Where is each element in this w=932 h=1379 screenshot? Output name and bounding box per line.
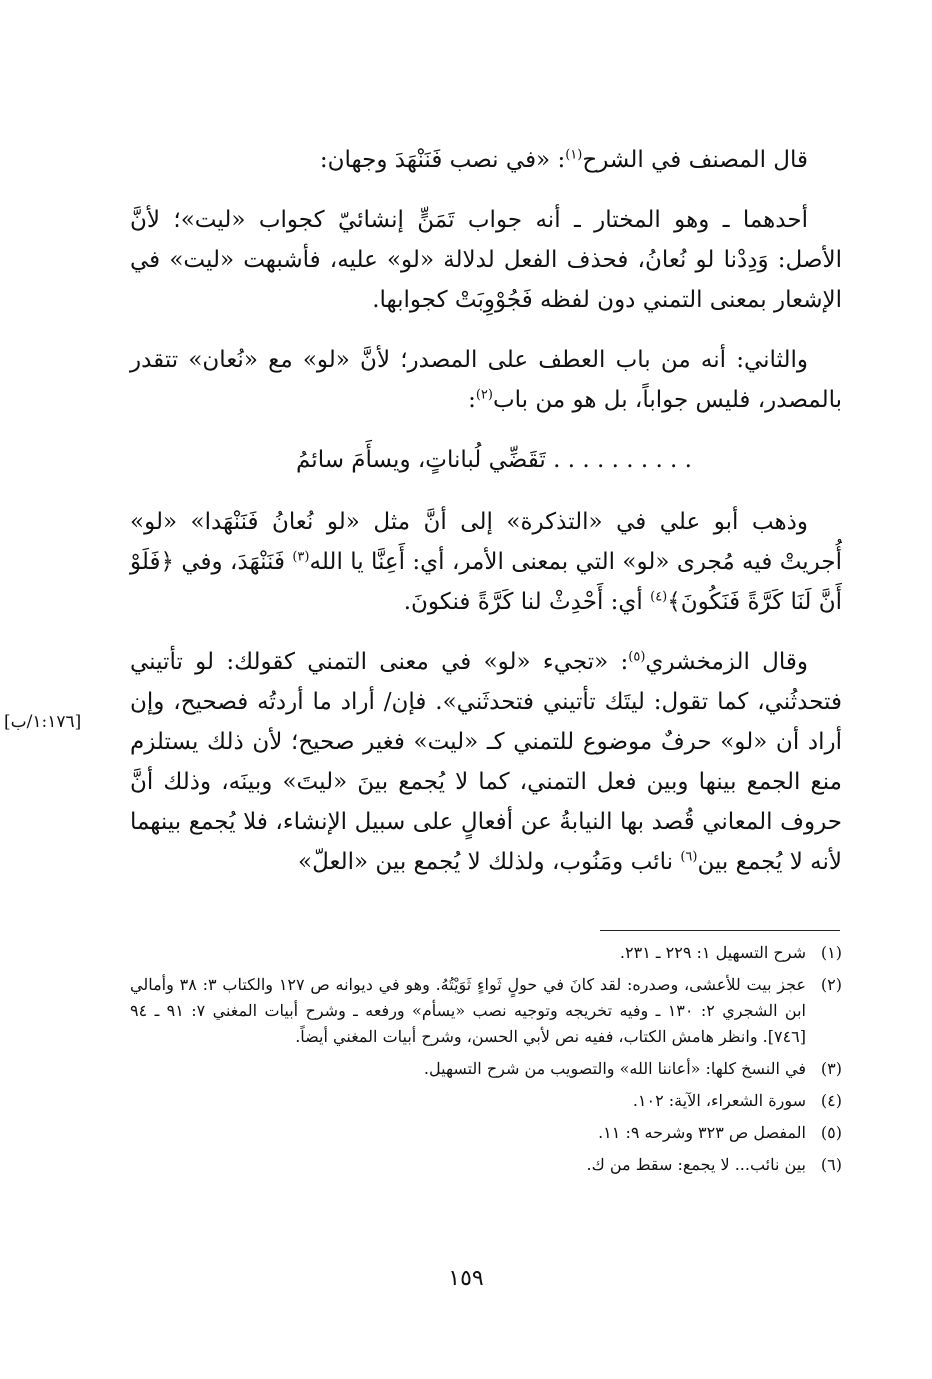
footnote-number: (٢)	[820, 975, 842, 994]
footnote	[130, 940, 842, 966]
page-number: ١٥٩	[448, 1266, 484, 1291]
footnote	[130, 972, 842, 1050]
paragraph-text: وقال الزمخشري	[645, 649, 808, 675]
paragraph-1	[130, 140, 842, 180]
paragraph-3	[130, 340, 842, 420]
verse-line: . . . . . . . . . . تَقَضِّي لُباناتٍ، ويسأَمَ سائمُ	[295, 447, 692, 473]
footnote	[130, 1152, 842, 1178]
footnote-text: سورة الشعراء، الآية: ١٠٢.	[632, 1091, 806, 1110]
footnote-ref[interactable]: (٦)	[680, 849, 698, 865]
paragraph-text: فَنَنْهَدَ، وفي ﴿فَلَوْ أَنَّ لَنَا كَرَّةً فَنَكُونَ﴾	[130, 549, 842, 615]
paragraph-4	[130, 502, 842, 622]
paragraph-text: أي: أَحْدِثْ لنا كَرَّةً فنكونَ.	[403, 589, 651, 615]
paragraph-text: نائب ومَنُوب، ولذلك لا يُجمع بين «العلّ»	[298, 849, 681, 875]
footnote-number: (٣)	[820, 1059, 842, 1078]
paragraph-5	[130, 642, 842, 882]
footnote-ref[interactable]: (٤)	[650, 589, 668, 605]
footnote-number: (١)	[820, 943, 842, 962]
paragraph-text: : «في نصب فَنَنْهَدَ وجهان:	[319, 147, 566, 173]
main-text	[130, 140, 842, 902]
footnote	[130, 1120, 842, 1146]
footnote-text: بين نائب... لا يجمع: سقط من ك.	[586, 1155, 806, 1174]
footnote-text: شرح التسهيل ١: ٢٢٩ ـ ٢٣١.	[619, 943, 806, 962]
footnote-ref[interactable]: (٣)	[292, 549, 310, 565]
footnote-text: عجز بيت للأعشى، وصدره: لقد كانَ في حولٍ ثَواءٍ ثَوَيْتُهُ. وهو في ديوانه ص ١٢٧ والكتاب ٣: ٣٨ وأمالي ابن الشجري ٢: ١٣٠ ـ وفيه تخريجه وتوجيه نصب «يسأم» ورفعه ـ وشرح أبيات المغني ٧: ٩١ ـ ٩٤ [٧٤٦]. وانظر هامش الكتاب، ففيه نص لأبي الحسن، وشرح أبيات المغني أيضاً.	[130, 975, 807, 1046]
paragraph-text: :	[468, 387, 476, 413]
footnote-text: في النسخ كلها: «أعاننا الله» والتصويب من شرح التسهيل.	[423, 1059, 806, 1078]
footnote-ref[interactable]: (٢)	[475, 387, 493, 403]
manuscript-folio-marker: [١:١٧٦/ب]	[4, 712, 82, 732]
footnote	[130, 1056, 842, 1082]
paragraph-2: أحدهما ـ وهو المختار ـ أنه جواب تَمَنٍّ إنشائيّ كجواب «ليت»؛ لأنَّ الأصل: وَدِدْنا لو نُعانُ، فحذف الفعل لدلالة «لو» عليه، فأشبهت «ليت» في الإشعار بمعنى التمني دون لفظه فَجُوْوِبَتْ كجوابها.	[130, 207, 842, 313]
footnote-number: (٥)	[820, 1123, 842, 1142]
footnote-text: المفصل ص ٣٢٣ وشرحه ٩: ١١.	[598, 1123, 806, 1142]
paragraph-text: والثاني: أنه من باب العطف على المصدر؛ لأنَّ «لو» مع «نُعان» تتقدر بالمصدر، فليس جواباً، بل هو من باب	[130, 347, 842, 413]
footnote-ref[interactable]: (٥)	[628, 649, 646, 665]
paragraph-text: قال المصنف في الشرح	[582, 147, 808, 173]
footnote-ref[interactable]: (١)	[565, 147, 583, 163]
paragraph-text: وذهب أبو علي في «التذكرة» إلى أنَّ مثل «لو نُعانُ فَنَنْهَدا» «لو» أُجريتْ فيه مُجرى «لو» التي بمعنى الأمر، أي: أَعِنَّا يا الله	[130, 509, 842, 575]
footnote-divider	[600, 930, 840, 931]
footnote-number: (٦)	[820, 1155, 842, 1174]
footnote	[130, 1088, 842, 1114]
footnotes	[130, 940, 842, 1184]
paragraph-text: : «تجيء «لو» في معنى التمني كقولك: لو تأتيني فتحدثُني، كما تقول: ليتَك تأتيني فتحدثَني». فإن/ أراد ما أردتُه فصحيح، وإن أراد أن «لو» حرفٌ موضوع للتمني كـ «ليت» فغير صحيح؛ لأن ذلك يستلزم منع الجمع بينها وبين فعل التمني، كما لا يُجمع بينَ «ليتَ» وبينَه، وذلك أنَّ حروف المعاني قُصد بها النيابةُ عن أفعالٍ على سبيل الإنشاء، فلا يُجمع بينهما لأنه لا يُجمع بين	[130, 649, 842, 875]
footnote-number: (٤)	[820, 1091, 842, 1110]
